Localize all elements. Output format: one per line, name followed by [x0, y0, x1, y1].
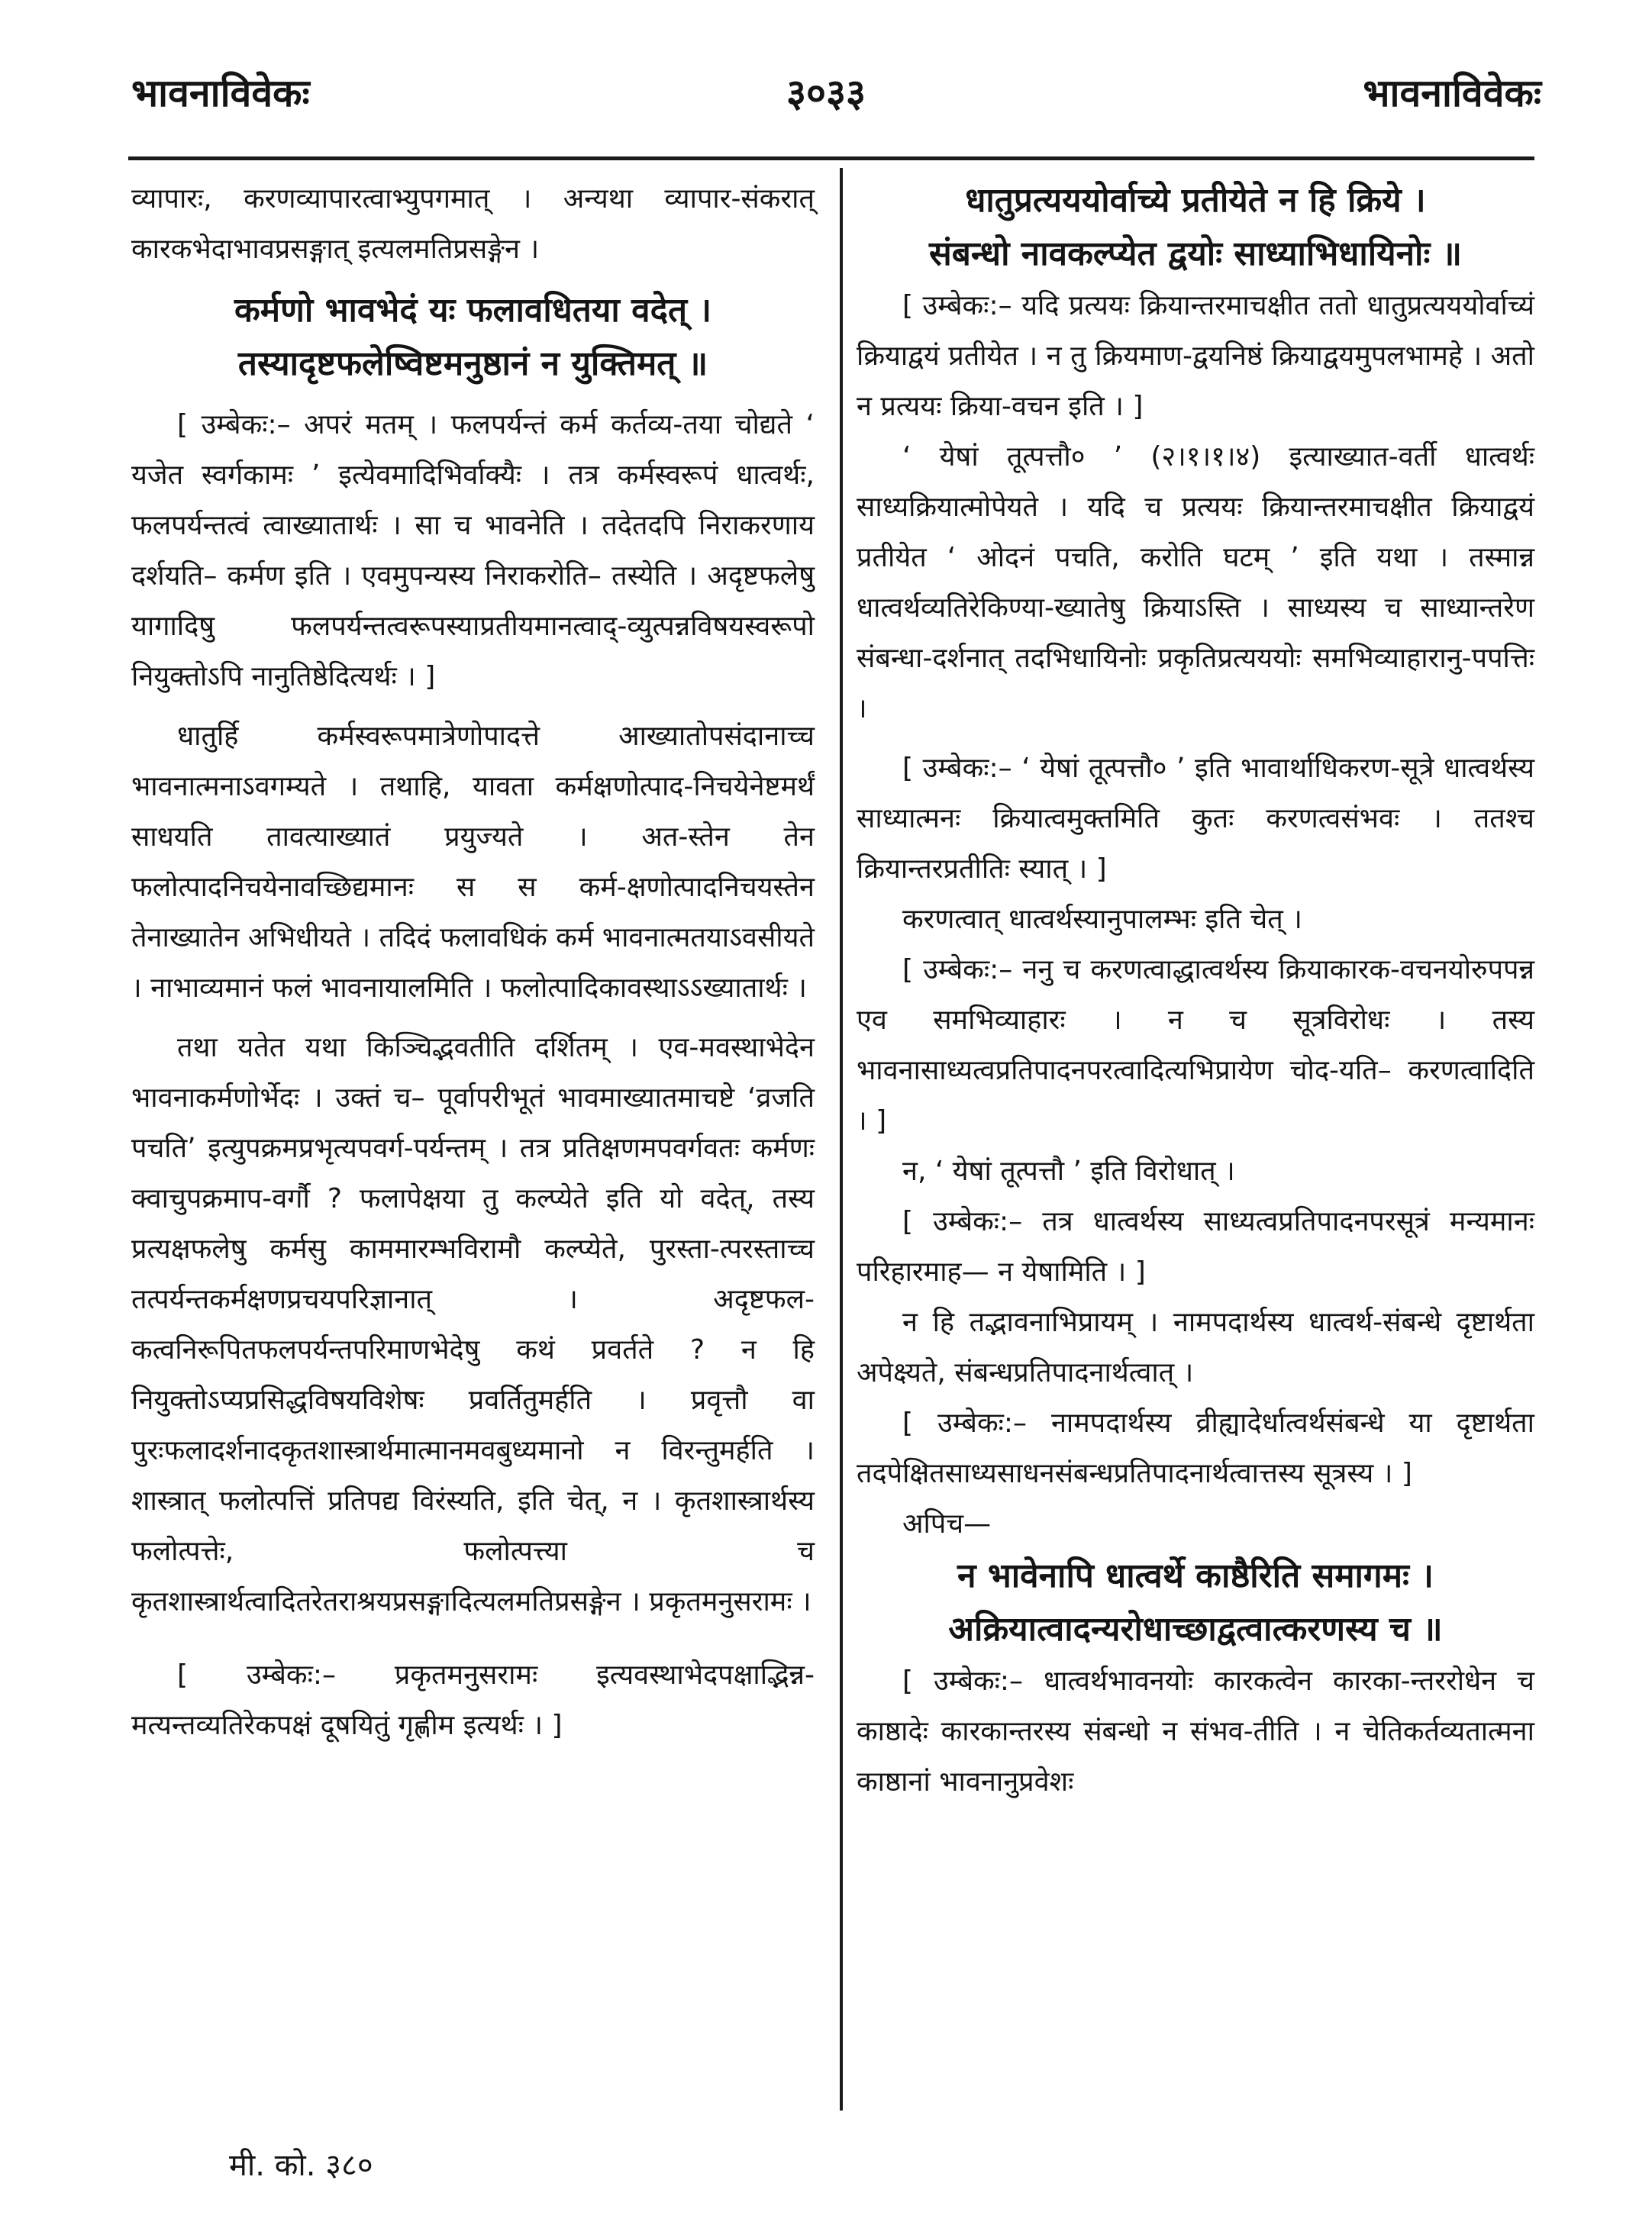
paragraph: करणत्वात् धात्वर्थस्यानुपालम्भः इति चेत् । [902, 904, 1302, 935]
commentary-paragraph: [ उम्बेकः:– तत्र धात्वर्थस्य साध्यत्वप्रतिपादनपरसूत्रं मन्यमानः परिहारमाह— न येषामिति । ] [857, 1206, 1534, 1288]
commentary-paragraph: [ उम्बेकः:– प्रकृतमनुसरामः इत्यवस्थाभेदपक्षाद्भिन्न-मत्यन्तव्यतिरेकपक्षं दूषयितुं गृह्णीम इत्यर्थः । ] [131, 1659, 815, 1741]
header-rule [128, 156, 1534, 160]
verse-line: तस्यादृष्टफलेष्विष्टमनुष्ठानं न युक्तिमत् ॥ [237, 344, 708, 383]
verse-line: न भावेनापि धात्वर्थे काष्ठैरिति समागमः । [957, 1556, 1434, 1595]
paragraph: धातुर्हि कर्मस्वरूपमात्रेणोपादत्ते आख्यातोपसंदानाच्च भावनात्मनाऽवगम्यते । तथाहि, यावता कर्मक्षणोत्पाद-निचयेनेष्टमर्थं साधयति तावत्याख्यातं प्रयुज्यते । अत-स्तेन तेन फलोत्पादनिचयेनावच्छिद्यमानः स स कर्म-क्षणोत्पादनिचयस्तेन तेनाख्यातेन अभिधीयते । तदिदं फलावधिकं कर्म भावनात्मतयाऽवसीयते । नाभाव्यमानं फलं भावनायालमिति । फलोत्पादिकावस्थाऽऽख्यातार्थः । [131, 721, 815, 1004]
right-column [857, 174, 1534, 1807]
verse-line: अक्रियात्वादन्यरोधाच्छाद्वत्वात्करणस्य च ॥ [948, 1610, 1443, 1649]
paragraph: न, ‘ येषां तूत्पत्तौ ’ इति विरोधात् । [902, 1156, 1235, 1187]
commentary-paragraph: [ उम्बेकः:– नामपदार्थस्य व्रीह्यादेर्धात्वर्थसंबन्धे या दृष्टार्थता तदपेक्षितसाध्यसाधनसंबन्धप्रतिपादनार्थत्वात्तस्य सूत्रस्य । ] [857, 1408, 1534, 1489]
commentary-paragraph: [ उम्बेकः:– यदि प्रत्ययः क्रियान्तरमाचक्षीत ततो धातुप्रत्यययोर्वाच्यं क्रियाद्वयं प्रतीयेत । न तु क्रियमाण-द्वयनिष्ठं क्रियाद्वयमुपलभामहे । अतो न प्रत्ययः क्रिया-वचन इति । ] [857, 290, 1534, 422]
footer-signature: मी. को. ३८० [229, 2148, 373, 2183]
commentary-paragraph: [ उम्बेकः:– अपरं मतम् । फलपर्यन्तं कर्म कर्तव्य-तया चोद्यते ‘ यजेत स्वर्गकामः ’ इत्येवमादिभिर्वाक्यैः । तत्र कर्मस्वरूपं धात्वर्थः, फलपर्यन्तत्वं त्वाख्यातार्थः । सा च भावनेति । तदेतदपि निराकरणाय दर्शयति– कर्मण इति । एवमुपन्यस्य निराकरोति– तस्येति । अदृष्टफलेषु यागादिषु फलपर्यन्तत्वरूपस्याप्रतीयमानत्वाद्-व्युत्पन्नविषयस्वरूपो नियुक्तोऽपि नानुतिष्ठेदित्यर्थः । ] [131, 409, 815, 692]
paragraph: व्यापारः, करणव्यापारत्वाभ्युपगमात् । अन्यथा व्यापार-संकरात् कारकभेदाभावप्रसङ्गात् इत्यलमतिप्रसङ्गेन । [131, 183, 815, 265]
paragraph: अपिच— [902, 1508, 992, 1540]
running-title-left: भावनाविवेकः [131, 71, 310, 115]
column-divider [840, 168, 843, 2111]
commentary-paragraph: [ उम्बेकः:– ‘ येषां तूत्पत्तौ० ’ इति भावार्थाधिकरण-सूत्रे धात्वर्थस्य साध्यात्मनः क्रियात्वमुक्तमिति कुतः करणत्वसंभवः । ततश्च क्रियान्तरप्रतीतिः स्यात् । ] [857, 753, 1534, 885]
paragraph: ‘ येषां तूत्पत्तौ० ’ (२।१।१।४) इत्याख्यात-वर्ती धात्वर्थः साध्यक्रियात्मोपेयते । यदि च प्रत्ययः क्रियान्तरमाचक्षीत क्रियाद्वयं प्रतीयेत ‘ ओदनं पचति, करोति घटम् ’ इति यथा । तस्मान्न धात्वर्थव्यतिरेकिण्या-ख्यातेषु क्रियाऽस्ति । साध्यस्य च साध्यान्तरेण संबन्धा-दर्शनात् तदभिधायिनोः प्रकृतिप्रत्यययोः समभिव्याहारानु-पपत्तिः । [857, 441, 1534, 724]
verse-line: कर्मणो भावभेदं यः फलावधितया वदेत् । [234, 291, 712, 330]
left-column [131, 174, 815, 1751]
commentary-paragraph: [ उम्बेकः:– धात्वर्थभावनयोः कारकत्वेन कारका-न्तररोधेन च काष्ठादेः कारकान्तरस्य संबन्धो न संभव-तीति । न चेतिकर्तव्यतात्मना काष्ठानां भावनानुप्रवेशः [857, 1666, 1534, 1798]
verse-line: संबन्धो नावकल्प्येत द्वयोः साध्याभिधायिनोः ॥ [928, 234, 1463, 273]
running-title-right: भावनाविवेकः [1363, 71, 1541, 115]
verse-line: धातुप्रत्यययोर्वाच्ये प्रतीयेते न हि क्रिये । [965, 181, 1426, 220]
commentary-paragraph: [ उम्बेकः:– ननु च करणत्वाद्धात्वर्थस्य क्रियाकारक-वचनयोरुपपन्न एव समभिव्याहारः । न च सूत्रविरोधः । तस्य भावनासाध्यत्वप्रतिपादनपरत्वादित्यभिप्रायेण चोद-यति– करणत्वादिति । ] [857, 954, 1534, 1137]
page-number: ३०३३ [786, 71, 866, 115]
paragraph: न हि तद्भावनाभिप्रायम् । नामपदार्थस्य धात्वर्थ-संबन्धे दृष्टार्थता अपेक्ष्यते, संबन्धप्रतिपादनार्थत्वात् । [857, 1307, 1534, 1388]
paragraph: तथा यतेत यथा किञ्चिद्भवतीति दर्शितम् । एव-मवस्थाभेदेन भावनाकर्मणोर्भेदः । उक्तं च– पूर्वापरीभूतं भावमाख्यातमाचष्टे ‘व्रजति पचति’ इत्युपक्रमप्रभृत्यपवर्ग-पर्यन्तम् । तत्र प्रतिक्षणमपवर्गवतः कर्मणः क्वाचुपक्रमाप-वर्गौ ? फलापेक्षया तु कल्प्येते इति यो वदेत्, तस्य प्रत्यक्षफलेषु कर्मसु काममारम्भविरामौ कल्प्येते, पुरस्ता-त्परस्ताच्च तत्पर्यन्तकर्मक्षणप्रचयपरिज्ञानात् । अदृष्टफल-कत्वनिरूपितफलपर्यन्तपरिमाणभेदेषु कथं प्रवर्तते ? न हि नियुक्तोऽप्यप्रसिद्धविषयविशेषः प्रवर्तितुमर्हति । प्रवृत्तौ वा पुरःफलादर्शनादकृतशास्त्रार्थमात्मानमवबुध्यमानो न विरन्तुमर्हति । शास्त्रात् फलोत्पत्तिं प्रतिपद्य विरंस्यति, इति चेत्, न । कृतशास्त्रार्थस्य फलोत्पत्तेः, फलोत्पत्त्या च कृतशास्त्रार्थत्वादितरेतराश्रयप्रसङ्गादित्यलमतिप्रसङ्गेन । प्रकृतमनुसरामः । [131, 1032, 815, 1617]
